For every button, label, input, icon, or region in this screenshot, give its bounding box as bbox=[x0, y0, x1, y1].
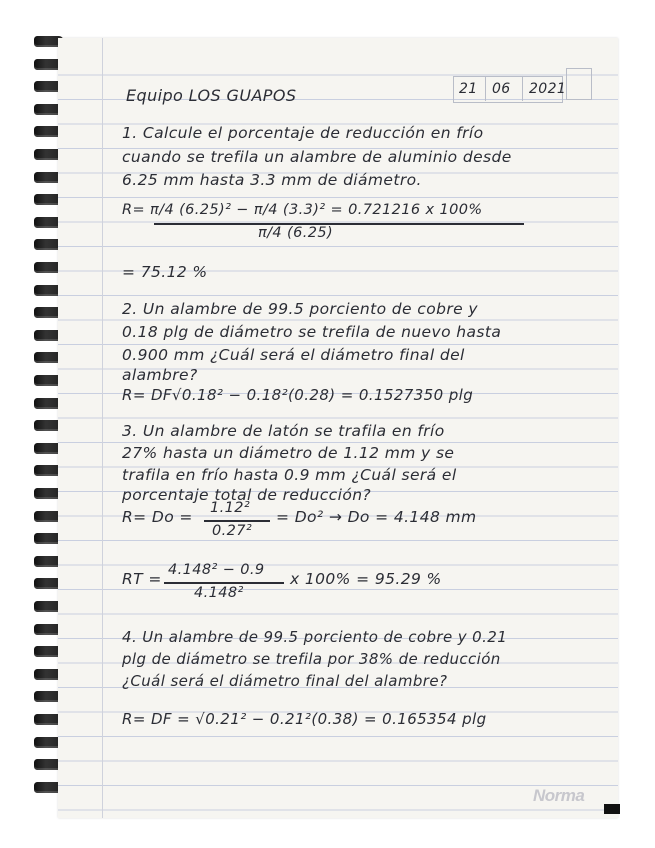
notebook-page bbox=[58, 38, 618, 818]
problem-3-answer-lhs: R= Do = bbox=[122, 508, 193, 526]
date-year: 2021 bbox=[529, 81, 567, 97]
date-divider-2 bbox=[522, 76, 523, 101]
team-name: Equipo LOS GUAPOS bbox=[126, 86, 297, 105]
problem-3-rt-denominator: 4.148² bbox=[194, 585, 244, 601]
problem-3-rt-rhs: x 100% = 95.29 % bbox=[290, 570, 442, 588]
problem-4-line-1: 4. Un alambre de 99.5 porciento de cobre y 0.21 bbox=[122, 628, 508, 646]
date-divider-1 bbox=[485, 76, 486, 101]
date-month: 06 bbox=[492, 81, 511, 97]
problem-3-rt-lhs: RT = bbox=[122, 570, 162, 588]
problem-3-line-1: 3. Un alambre de latón se trafila en frío bbox=[122, 422, 445, 440]
page-number-box bbox=[566, 68, 592, 100]
problem-1-line-3: 6.25 mm hasta 3.3 mm de diámetro. bbox=[122, 171, 422, 189]
problem-1-answer-denominator: π/4 (6.25) bbox=[258, 225, 334, 241]
problem-3-answer-numerator: 1.12² bbox=[210, 500, 251, 516]
problem-1-answer-numerator: R= π/4 (6.25)² − π/4 (3.3)² = 0.721216 x 100% bbox=[122, 202, 483, 218]
problem-2-line-4: alambre? bbox=[122, 366, 198, 384]
problem-3-rt-fraction-bar bbox=[164, 582, 284, 584]
problem-4-answer: R= DF = √0.21² − 0.21²(0.38) = 0.165354 plg bbox=[122, 710, 487, 728]
problem-3-answer-denominator: 0.27² bbox=[212, 523, 253, 539]
date-day: 21 bbox=[459, 81, 478, 97]
problem-3-rt-numerator: 4.148² − 0.9 bbox=[168, 562, 265, 578]
problem-2-line-2: 0.18 plg de diámetro se trefila de nuevo hasta bbox=[122, 323, 502, 341]
margin-line bbox=[102, 38, 103, 818]
problem-3-line-2: 27% hasta un diámetro de 1.12 mm y se bbox=[122, 444, 455, 462]
problem-4-line-2: plg de diámetro se trefila por 38% de reducción bbox=[122, 650, 501, 668]
brand-logo: Norma bbox=[533, 786, 585, 805]
problem-1-line-2: cuando se trefila un alambre de aluminio desde bbox=[122, 148, 512, 166]
problem-3-line-4: porcentaje total de reducción? bbox=[122, 486, 372, 504]
problem-2-answer: R= DF√0.18² − 0.18²(0.28) = 0.1527350 plg bbox=[122, 386, 474, 404]
problem-2-line-1: 2. Un alambre de 99.5 porciento de cobre y bbox=[122, 300, 478, 318]
problem-1-line-1: 1. Calcule el porcentaje de reducción en frío bbox=[122, 124, 484, 142]
problem-1-result: = 75.12 % bbox=[122, 263, 208, 281]
problem-4-line-3: ¿Cuál será el diámetro final del alambre? bbox=[122, 672, 448, 690]
problem-3-line-3: trafila en frío hasta 0.9 mm ¿Cuál será el bbox=[122, 466, 457, 484]
problem-2-line-3: 0.900 mm ¿Cuál será el diámetro final del bbox=[122, 346, 465, 364]
problem-3-fraction-bar bbox=[204, 520, 270, 522]
problem-1-fraction-bar bbox=[154, 223, 524, 225]
notebook-corner bbox=[604, 804, 620, 814]
problem-3-answer-rhs: = Do² → Do = 4.148 mm bbox=[276, 508, 477, 526]
